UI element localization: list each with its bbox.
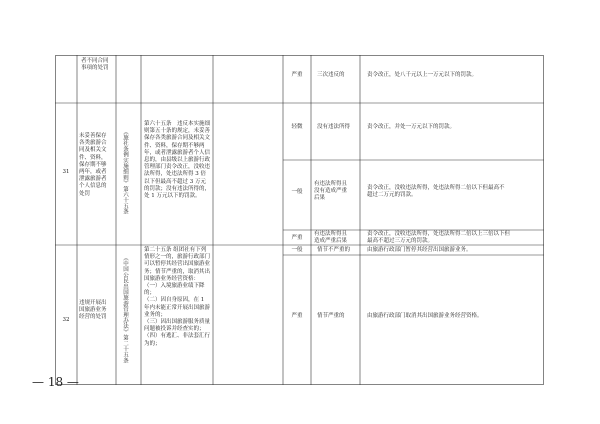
row31-number: 31 — [62, 169, 70, 175]
row32-provision: 第二十五条 组团社有下列情形之一的，旅游行政部门可以暂停其经营出国旅游业务；情节严重的，取消其出国旅游业务经营资格： （一）入境旅游业绩下降的； （二）因自身原因，在 1 年内未能正常开展出国旅游业务的； （三）因出国旅游服务质量问题被投诉并经查实的； （四）有逃汇、非法套汇行为的； — [144, 247, 211, 347]
row31-grade-1: 轻微 — [291, 124, 303, 130]
row31-circumstance-1: 没有违法所得 — [317, 124, 351, 130]
row32-circumstance-1: 情节不严重的 — [317, 247, 351, 253]
row31-grade-2: 一般 — [291, 189, 303, 195]
row32-grade-2: 严重 — [291, 313, 303, 319]
table-grid — [55, 55, 544, 385]
row32-number: 32 — [62, 317, 70, 323]
row-prev-circumstance: 三次违反的 — [317, 72, 345, 78]
row31-penalty-2: 责令改正，没收违法所得，处违法所得二倍以下但最高不 超过二万元的罚款。 — [367, 185, 505, 199]
row31-grade-3: 严重 — [291, 235, 303, 241]
row32-basis: 《中国公民出国旅游管理办法》第二十五条 — [122, 255, 128, 364]
row31-provision: 第六十五条 违反本实施细则第五十条的规定，未妥善保存各类旅游合同及相关文件、资料，保存期不够两年，或者泄露旅游者个人信息的，由县级以上旅游行政管理部门责令改正，没收违法所得，处违法所得 3 倍以下但最高不超过 3 万元的罚款；没有违法所得的，处 1 万元以下的罚款。 — [144, 121, 211, 200]
row-prev-penalty: 责令改正，处八千元以上一万元以下的罚款。 — [367, 72, 478, 78]
row-prev-item: 者不同合同 事项的处罚 — [81, 58, 109, 72]
penalty-table — [55, 55, 544, 385]
row31-circumstance-3: 有违法所得且 造成严重后果 — [314, 231, 348, 245]
row-prev-grade: 严重 — [291, 72, 303, 78]
row31-circumstance-2: 有违法所得且 没有造成严重 后果 — [314, 181, 348, 202]
row31-penalty-3: 责令改正，没收违法所得，处违法所得二倍以上三倍以下但 最高不超过三万元的罚款。 — [367, 231, 511, 245]
row31-penalty-1: 责令改正，并处一万元以下的罚款。 — [367, 124, 456, 130]
row32-penalty-2: 由旅游行政部门取消其出国旅游业务经营资格。 — [367, 313, 483, 319]
row32-grade-1: 一般 — [291, 247, 303, 253]
row32-penalty-1: 由旅游行政部门暂停其经营出国旅游业务。 — [367, 247, 472, 253]
row32-item: 违规开展出 国旅游业务 经营的处罚 — [79, 300, 107, 321]
row31-basis: 《旅社条例实施细则》第六十五条 — [122, 129, 128, 215]
row32-circumstance-2: 情节严重的 — [317, 313, 345, 319]
page-number: — 18 — — [32, 375, 79, 389]
row31-item: 未妥善保存 各类旅游合 同及相关文 件、资料， 保存期不够 两年，或者 泄露旅游者 个人信息的 处罚 — [79, 133, 107, 197]
